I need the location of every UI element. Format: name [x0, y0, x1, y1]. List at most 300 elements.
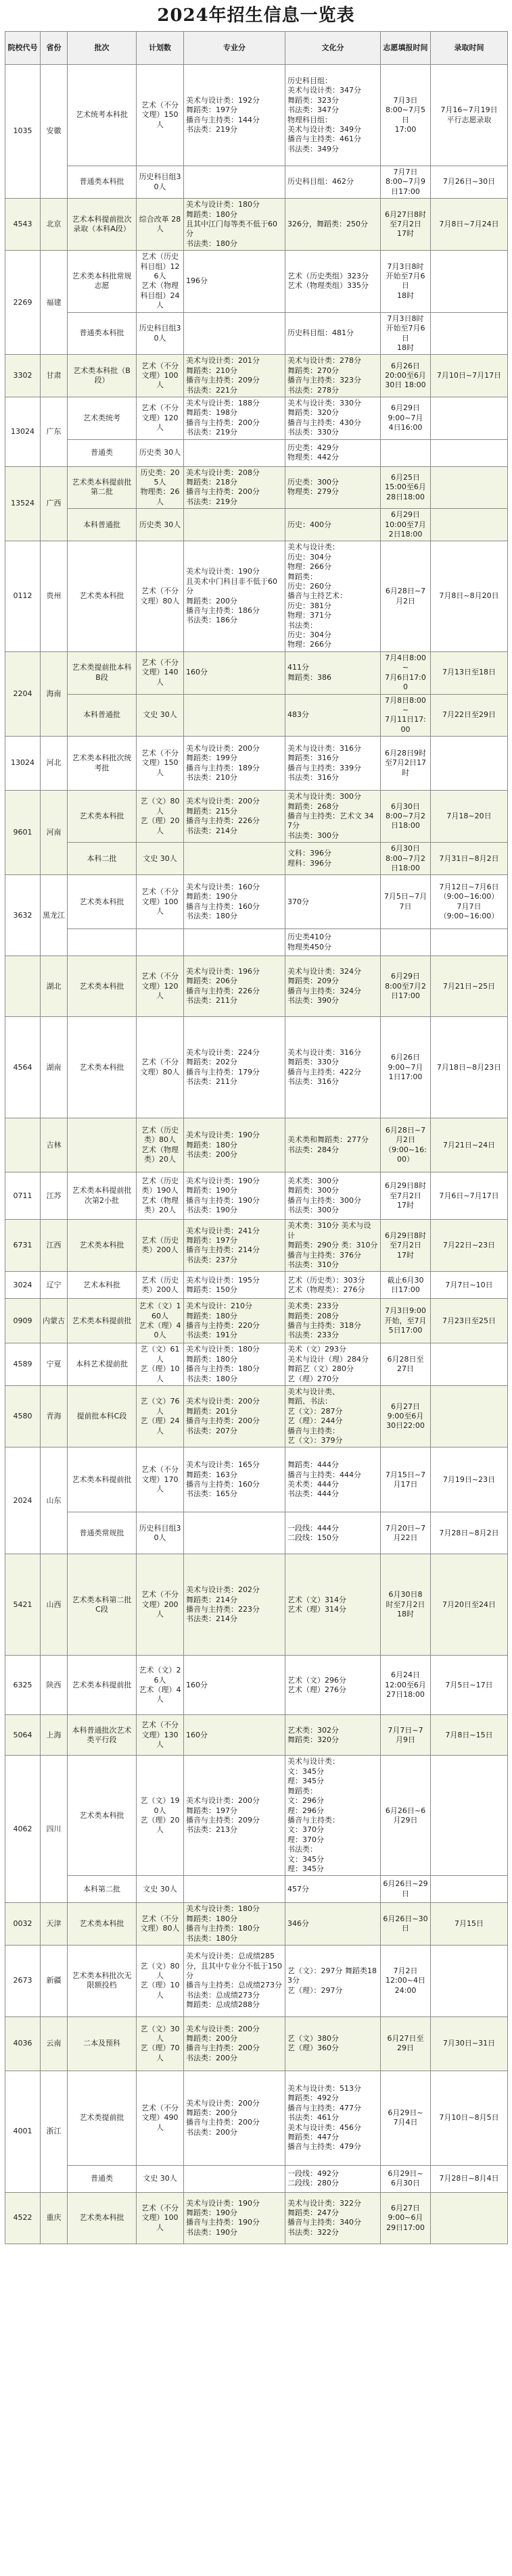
cell-culture-score: 历史类：300分 物理类：279分 [285, 466, 381, 509]
cell-culture-score: 艺术（历史类）：303分 艺术（物理类）：276分 [285, 1272, 381, 1299]
cell-school-code: 0711 [5, 1172, 41, 1220]
cell-apply-time: 6月30日 8:00~7月2 日18:00 [381, 791, 431, 843]
cell-province: 广东 [41, 397, 68, 466]
cell-apply-time: 6月29日8时 至7月2日 17时 [381, 1172, 431, 1220]
cell-admission-time: 7月21日~24日 [431, 1118, 508, 1172]
cell-major-score: 美术与设计类：195分 舞蹈类：150分 [184, 1272, 285, 1299]
cell-plan: 艺术（不分文理）140人 [137, 651, 184, 694]
cell-culture-score: 美术类：233分 舞蹈类：208分 播音与主持类：318分 书法类：233分 [285, 1299, 381, 1343]
cell-culture-score: 历史科目组： 美术与设计类：347分 舞蹈类：323分 书法类：347分 物理科目组： 美术与设计类：349分 播音与主持类：461分 书法类：349分 [285, 65, 381, 166]
cell-admission-time: 7月10日~8月5日 [431, 2071, 508, 2165]
cell-major-score: 美术与设计类：165分 舞蹈类：163分 播音与主持类：160分 书法类：165分 [184, 1447, 285, 1512]
cell-major-score: 美术与设计类：241分 舞蹈类：197分 播音与主持类：214分 书法类：237分 [184, 1220, 285, 1272]
cell-apply-time [381, 929, 431, 956]
cell-admission-time: 7月28日~8月2日 [431, 1512, 508, 1554]
cell-batch: 本科艺术提前批 [68, 1343, 137, 1386]
cell-province: 天津 [41, 1903, 68, 1946]
cell-major-score: 美术与设计类：190分 舞蹈类：190分 播音与主持类：190分 书法类：190分 [184, 2192, 285, 2244]
cell-admission-time [431, 312, 508, 355]
table-row [5, 355, 508, 397]
cell-batch: 艺术类统考 [68, 397, 137, 439]
cell-apply-time: 6月25日 15:00至6月 28日18:00 [381, 466, 431, 509]
cell-major-score: 美术与设计：210分 舞蹈类：180分 播音与主持类：220分 书法类：191分 [184, 1299, 285, 1343]
cell-culture-score: 370分 [285, 875, 381, 929]
cell-major-score: 美术与设计类：190分 且美术中门科目非不低于60分 舞蹈类：200分 播音与主持类：186分 书法类：186分 [184, 541, 285, 651]
cell-apply-time: 6月27日 9:00至6月 30日22:00 [381, 1386, 431, 1447]
cell-major-score: 美术与设计类：201分 舞蹈类：210分 播音与主持类：209分 书法类：221分 [184, 355, 285, 397]
cell-batch: 本科第二批 [68, 1876, 137, 1903]
cell-major-score: 美术与设计类：208分 舞蹈类：218分 播音与主持类：200分 书法类：219分 [184, 466, 285, 509]
cell-batch: 提前批本科C段 [68, 1386, 137, 1447]
cell-admission-time: 7月26日~30日 [431, 166, 508, 199]
cell-plan: 艺术（不分文理）80人 [137, 541, 184, 651]
table-row [5, 737, 508, 791]
cell-plan: 历史科目组30人 [137, 1512, 184, 1554]
cell-admission-time: 7月10日~7月17日 [431, 355, 508, 397]
cell-batch [68, 1118, 137, 1172]
table-row [5, 1756, 508, 1876]
cell-batch: 普通类本科批 [68, 166, 137, 199]
cell-apply-time: 6月28日9时 至7月2日17 时 [381, 737, 431, 791]
cell-culture-score: 历史科目组：462分 [285, 166, 381, 199]
cell-apply-time: 6月29日 9:00~7月 4日16:00 [381, 397, 431, 439]
cell-plan: 文史 30人 [137, 694, 184, 737]
cell-apply-time: 7月4日8:00~ 7月6日17:00 [381, 651, 431, 694]
cell-batch: 艺术类本科提前批 [68, 1447, 137, 1512]
cell-admission-time [431, 1343, 508, 1386]
cell-apply-time: 6月29日~ 7月4日 [381, 2071, 431, 2165]
cell-plan: 艺术（历史科目组）126人 艺术（物理科目组）24人 [137, 251, 184, 312]
cell-culture-score: 文科：396分 理科：396分 [285, 843, 381, 875]
cell-major-score: 美术与设计类：188分 舞蹈类：198分 播音与主持类：200分 书法类：219分 [184, 397, 285, 439]
cell-plan: 艺（文）190人 艺（理）20人 [137, 1756, 184, 1876]
cell-batch: 艺术统考本科批 [68, 65, 137, 166]
cell-school-code [5, 1118, 41, 1172]
cell-major-score: 美术与设计类：总成绩285分，且其中专业分不低于150分 播音与主持类：总成绩273分 书法类：总成绩273分 舞蹈类：总成绩288分 [184, 1945, 285, 2016]
cell-major-score: 美术与设计类：192分 舞蹈类：197分 播音与主持类：144分 书法类：219分 [184, 65, 285, 166]
cell-apply-time: 7月20日~7 月22日 [381, 1512, 431, 1554]
cell-admission-time: 7月21日~25日 [431, 956, 508, 1017]
cell-batch: 本科普通批 [68, 694, 137, 737]
cell-province: 内蒙古 [41, 1299, 68, 1343]
cell-batch: 普通类 [68, 2165, 137, 2192]
cell-plan: 艺术（不分文理）100人 [137, 875, 184, 929]
cell-major-score: 美术与设计类：200分 舞蹈类：200分 播音与主持类：200分 书法类：200分 [184, 2071, 285, 2165]
cell-admission-time: 7月16~7月19日 平行志愿录取 [431, 65, 508, 166]
cell-admission-time [431, 737, 508, 791]
cell-major-score: 美术与设计类：196分 舞蹈类：206分 播音与主持类：226分 书法类：211分 [184, 956, 285, 1017]
table-row [5, 875, 508, 929]
table-row [5, 397, 508, 439]
cell-culture-score: 483分 [285, 694, 381, 737]
cell-admission-time: 7月22日~23日 [431, 1220, 508, 1272]
cell-culture-score: 411分 舞蹈类：386 [285, 651, 381, 694]
cell-plan: 艺术（不分文理）150人 [137, 65, 184, 166]
cell-culture-score: 艺术（历史类组）323分 艺术（物理类组）335分 [285, 251, 381, 312]
cell-major-score: 美术与设计类：190分 舞蹈类：180分 书法类：200分 [184, 1118, 285, 1172]
cell-apply-time: 6月26日~29 日 [381, 1876, 431, 1903]
cell-apply-time: 7月5日~7月7日 [381, 875, 431, 929]
cell-school-code: 4062 [5, 1756, 41, 1903]
cell-school-code: 4543 [5, 199, 41, 251]
cell-apply-time: 6月29日~ 6月30日 [381, 2165, 431, 2192]
cell-batch [68, 929, 137, 956]
cell-batch: 艺术类本科提前批 [68, 1656, 137, 1715]
table-row [5, 1945, 508, 2016]
cell-province: 江西 [41, 1220, 68, 1272]
cell-batch: 艺术类本科批 [68, 956, 137, 1017]
cell-admission-time: 7月31日~8月2日 [431, 843, 508, 875]
cell-plan: 历史类 30人 [137, 509, 184, 541]
cell-admission-time: 7月18日~8月23日 [431, 1017, 508, 1118]
cell-school-code: 2204 [5, 651, 41, 736]
header-admission-time: 录取时间 [431, 32, 508, 65]
table-body [5, 65, 508, 2244]
cell-province: 湖南 [41, 1017, 68, 1118]
cell-admission-time [431, 1756, 508, 1876]
cell-admission-time: 7月20日至24日 [431, 1554, 508, 1656]
cell-plan: 艺术（历史类）200人 [137, 1220, 184, 1272]
cell-plan: 艺术（不分文理）80人 [137, 1017, 184, 1118]
table-row [5, 2192, 508, 2244]
table-row [5, 1512, 508, 1554]
cell-province: 安徽 [41, 65, 68, 199]
cell-admission-time [431, 397, 508, 439]
table-row [5, 791, 508, 843]
cell-school-code: 5421 [5, 1554, 41, 1656]
cell-province: 福建 [41, 251, 68, 355]
cell-province: 陕西 [41, 1656, 68, 1715]
cell-major-score: 美术与设计类：200分 舞蹈类：215分 播音与主持类：226分 书法类：214分 [184, 791, 285, 843]
cell-apply-time: 7月3日 8:00~7月5日 17:00 [381, 65, 431, 166]
cell-province: 辽宁 [41, 1272, 68, 1299]
cell-culture-score: 艺（文）380分 艺（理）360分 [285, 2016, 381, 2071]
cell-province: 重庆 [41, 2192, 68, 2244]
cell-major-score: 美术与设计类：180分 舞蹈类：180分 且其中江门每等类不低于60分 书法类：180分 [184, 199, 285, 251]
cell-admission-time: 7月23日至25日 [431, 1299, 508, 1343]
table-row [5, 65, 508, 166]
table-row [5, 1220, 508, 1272]
cell-province: 上海 [41, 1715, 68, 1756]
cell-major-score: 160分 [184, 1715, 285, 1756]
cell-culture-score: 美术与设计类： 文：345分 理：345分 舞蹈类： 文：296分 理：296分 播音与主持类： 文：370分 理：370分 书法类： 文：345分 理：345分 [285, 1756, 381, 1876]
cell-apply-time: 6月24日 12:00至6月 27日18:00 [381, 1656, 431, 1715]
cell-school-code: 2024 [5, 1447, 41, 1554]
cell-apply-time: 6月30日 8:00~7月2 日18:00 [381, 843, 431, 875]
cell-plan: 艺术（不分文理）490人 [137, 2071, 184, 2165]
table-row [5, 694, 508, 737]
cell-culture-score: 326分，舞蹈类：250分 [285, 199, 381, 251]
cell-apply-time: 6月26日~6月29日 [381, 1756, 431, 1876]
cell-admission-time: 7月12日~7月6日 （9:00~16:00） 7月7日 （9:00~16:00） [431, 875, 508, 929]
cell-plan: 艺（文）80人 艺（理）20人 [137, 791, 184, 843]
cell-apply-time: 6月29日 8:00至7月2 日17:00 [381, 956, 431, 1017]
header-batch: 批次 [68, 32, 137, 65]
cell-major-score [184, 439, 285, 466]
table-row [5, 1299, 508, 1343]
cell-batch: 普通类本科批 [68, 312, 137, 355]
cell-admission-time [431, 509, 508, 541]
cell-major-score [184, 2165, 285, 2192]
cell-batch: 本科普通批 [68, 509, 137, 541]
cell-apply-time: 7月2日 12:00~4日 24:00 [381, 1945, 431, 2016]
cell-major-score: 美术与设计类：224分 舞蹈类：202分 播音与主持类：179分 书法类：211分 [184, 1017, 285, 1118]
cell-apply-time [381, 439, 431, 466]
cell-admission-time [431, 439, 508, 466]
cell-school-code: 6325 [5, 1656, 41, 1715]
cell-batch: 艺术类本科批 [68, 791, 137, 843]
header-code: 院校代号 [5, 32, 41, 65]
cell-major-score: 美术与设计类：200分 舞蹈类：200分 播音与主持类：200分 书法类：200分 [184, 2016, 285, 2071]
cell-batch: 艺术类本科批 [68, 2192, 137, 2244]
table-row [5, 1343, 508, 1386]
cell-province: 浙江 [41, 2071, 68, 2192]
cell-culture-score: 历史：400分 [285, 509, 381, 541]
cell-admission-time: 7月5日~17日 [431, 1656, 508, 1715]
cell-major-score: 美术与设计类：200分 舞蹈类：197分 播音与主持类：209分 书法类：213分 [184, 1756, 285, 1876]
table-row [5, 166, 508, 199]
cell-admission-time: 7月8日~8月20日 [431, 541, 508, 651]
cell-admission-time: 7月19日~23日 [431, 1447, 508, 1512]
cell-plan: 文史 30人 [137, 2165, 184, 2192]
cell-culture-score: 舞蹈类：444分 播音与主持类：444分 美术类：444分 书法类：444分 [285, 1447, 381, 1512]
cell-batch: 艺术类本科批 [68, 1017, 137, 1118]
cell-plan: 艺（文）30人 艺（理）70人 [137, 2016, 184, 2071]
cell-school-code: 9601 [5, 791, 41, 875]
cell-culture-score: 美术与设计类：324分 舞蹈类：209分 播音与主持类：324分 书法类：390分 [285, 956, 381, 1017]
cell-plan: 艺术（不分文理）150人 [137, 737, 184, 791]
cell-apply-time: 7月3日8时 开始至7月6日 18时 [381, 312, 431, 355]
cell-province: 河北 [41, 737, 68, 791]
cell-major-score: 美术与设计类：200分 舞蹈类：199分 播音与主持类：189分 书法类：210分 [184, 737, 285, 791]
table-row [5, 1876, 508, 1903]
cell-school-code: 2269 [5, 251, 41, 355]
cell-culture-score: 历史科目组：481分 [285, 312, 381, 355]
cell-plan: 艺术（历史类）200人 [137, 1272, 184, 1299]
header-province: 省份 [41, 32, 68, 65]
cell-apply-time: 6月28日~7月2日 [381, 541, 431, 651]
cell-culture-score: 美术与设计类：316分 舞蹈类：330分 播音与主持类：422分 书法类：316分 [285, 1017, 381, 1118]
cell-batch: 艺术类本科批 [68, 875, 137, 929]
cell-culture-score: 美术与设计类：513分 舞蹈类：492分 播音与主持类：477分 书法类：461分 美术与设计类：456分 舞蹈类：447分 播音与主持类：479分 [285, 2071, 381, 2165]
cell-school-code: 5064 [5, 1715, 41, 1756]
cell-school-code: 4589 [5, 1343, 41, 1386]
cell-apply-time: 6月28日~7月2日 （9:00~16:00） [381, 1118, 431, 1172]
table-row [5, 651, 508, 694]
cell-plan: 艺（文）80人 艺（理）10人 [137, 1945, 184, 2016]
cell-major-score: 160分 [184, 1656, 285, 1715]
cell-school-code: 0112 [5, 541, 41, 651]
cell-admission-time: 7月13日至18日 [431, 651, 508, 694]
cell-plan: 艺（文）76人 艺（理）24人 [137, 1386, 184, 1447]
cell-major-score: 美术与设计类：200分 舞蹈类：201分 播音与主持类：200分 书法类：207分 [184, 1386, 285, 1447]
cell-plan: 文史 30人 [137, 843, 184, 875]
cell-major-score [184, 1876, 285, 1903]
cell-major-score [184, 929, 285, 956]
cell-culture-score: 346分 [285, 1903, 381, 1946]
cell-school-code: 13524 [5, 466, 41, 541]
cell-plan: 艺术（不分文理）80人 [137, 1903, 184, 1946]
cell-major-score: 美术与设计类：160分 舞蹈类：190分 播音与主持类：160分 书法类：180分 [184, 875, 285, 929]
cell-admission-time: 7月30日~31日 [431, 2016, 508, 2071]
table-row [5, 843, 508, 875]
cell-admission-time [431, 466, 508, 509]
cell-culture-score: 历史类410分 物理类450分 [285, 929, 381, 956]
cell-major-score [184, 166, 285, 199]
cell-admission-time: 7月7日~10日 [431, 1272, 508, 1299]
cell-school-code: 4001 [5, 2071, 41, 2192]
cell-culture-score: 美术与设计类：322分 舞蹈类：247分 播音与主持类：340分 书法类：322分 [285, 2192, 381, 2244]
cell-apply-time: 7月15日~7 月17日 [381, 1447, 431, 1512]
header-plan: 计划数 [137, 32, 184, 65]
cell-culture-score: 美术与设计类： 历史：304分 物理：266分 舞蹈类： 历史：260分 播音与主持艺术： 历史：381分 物理：371分 书法类： 历史：304分 物理：266分 [285, 541, 381, 651]
cell-plan: 艺术（不分文理）120人 [137, 956, 184, 1017]
cell-province: 山东 [41, 1447, 68, 1554]
table-row [5, 541, 508, 651]
cell-plan: 艺术（文）26人 艺术（理）4人 [137, 1656, 184, 1715]
cell-admission-time [431, 1386, 508, 1447]
cell-admission-time [431, 2192, 508, 2244]
cell-admission-time [431, 929, 508, 956]
cell-batch: 艺术类本科批 [68, 1903, 137, 1946]
header-major-score: 专业分 [184, 32, 285, 65]
cell-apply-time: 7月7日~7 月9日 [381, 1715, 431, 1756]
cell-admission-time: 7月8日~7月24日 [431, 199, 508, 251]
cell-batch: 艺术类本科第二批C段 [68, 1554, 137, 1656]
cell-culture-score: 艺术类：302分 舞蹈类：320分 [285, 1715, 381, 1756]
cell-apply-time: 7月3日8时 开始至7月6日 18时 [381, 251, 431, 312]
cell-major-score: 美术与设计类：202分 舞蹈类：214分 播音与主持类：223分 书法类：214分 [184, 1554, 285, 1656]
cell-province: 山西 [41, 1554, 68, 1656]
cell-admission-time: 7月22日至29日 [431, 694, 508, 737]
table-row [5, 956, 508, 1017]
cell-batch: 艺术类提前批 [68, 2071, 137, 2165]
cell-culture-score: 艺（文）：297分 舞蹈类183分 艺（理）：297分 [285, 1945, 381, 2016]
cell-province: 江苏 [41, 1172, 68, 1220]
table-row [5, 1903, 508, 1946]
table-row [5, 251, 508, 312]
cell-province: 宁夏 [41, 1343, 68, 1386]
cell-plan: 历史科目组30人 [137, 312, 184, 355]
cell-admission-time: 7月28日~8月4日 [431, 2165, 508, 2192]
cell-province: 黑龙江 [41, 875, 68, 956]
cell-culture-score: 一段线：492分 二段线：280分 [285, 2165, 381, 2192]
table-row [5, 439, 508, 466]
cell-plan [137, 929, 184, 956]
cell-school-code: 3302 [5, 355, 41, 397]
cell-school-code: 4036 [5, 2016, 41, 2071]
cell-plan: 艺术（历史类）190人 艺术（物理类）20人 [137, 1172, 184, 1220]
cell-major-score: 美术与设计类：180分 舞蹈类：180分 播音与主持类：180分 书法类：180分 [184, 1903, 285, 1946]
cell-culture-score: 美术与设计类：300分 舞蹈类：268分 播音与主持类：艺术文 347分 书法类：300分 [285, 791, 381, 843]
cell-apply-time: 6月26日 9:00~7月 1日17:00 [381, 1017, 431, 1118]
table-row [5, 1656, 508, 1715]
cell-batch: 艺术类本科批 [68, 1220, 137, 1272]
cell-apply-time: 6月28日至 27日 [381, 1343, 431, 1386]
cell-school-code: 0909 [5, 1299, 41, 1343]
cell-batch: 艺术类本科批次统考批 [68, 737, 137, 791]
table-row [5, 312, 508, 355]
cell-major-score: 美术与设计类：190分 舞蹈类：190分 播音与主持类：190分 书法类：190分 [184, 1172, 285, 1220]
header-row [5, 32, 508, 65]
cell-province: 河南 [41, 791, 68, 875]
cell-major-score: 160分 [184, 651, 285, 694]
cell-apply-time: 6月27日 9:00~6月 29日17:00 [381, 2192, 431, 2244]
table-row [5, 509, 508, 541]
cell-province: 青海 [41, 1386, 68, 1447]
cell-culture-score: 美术与设计类：330分 舞蹈类：320分 播音与主持类：430分 书法类：330分 [285, 397, 381, 439]
cell-culture-score: 美术类：310分 美术与设计 舞蹈类：290分 类：310分 播音与主持类：376分 书法类：310分 [285, 1220, 381, 1272]
cell-batch: 艺术类本科批（B段） [68, 355, 137, 397]
cell-plan: 历史类 30人 [137, 439, 184, 466]
cell-culture-score: 美术与设计类：316分 舞蹈类：316分 播音与主持类：339分 书法类：316分 [285, 737, 381, 791]
cell-school-code [5, 956, 41, 1017]
cell-province: 广西 [41, 466, 68, 541]
cell-admission-time [431, 1876, 508, 1903]
table-row [5, 466, 508, 509]
cell-province: 新疆 [41, 1945, 68, 2016]
table-row [5, 1118, 508, 1172]
cell-plan: 艺（文）61人 艺（理）10人 [137, 1343, 184, 1386]
cell-province: 四川 [41, 1756, 68, 1903]
cell-batch: 普通类 [68, 439, 137, 466]
cell-school-code: 4580 [5, 1386, 41, 1447]
cell-major-score: 196分 [184, 251, 285, 312]
cell-province: 贵州 [41, 541, 68, 651]
table-row [5, 1172, 508, 1220]
cell-batch: 艺术本科批 [68, 1272, 137, 1299]
cell-batch: 二本及预科 [68, 2016, 137, 2071]
cell-batch: 本科二批 [68, 843, 137, 875]
cell-batch: 艺术类本科提前批第二批 [68, 466, 137, 509]
cell-school-code: 3024 [5, 1272, 41, 1299]
cell-batch: 本科普通批次艺术类平行段 [68, 1715, 137, 1756]
cell-plan: 历史科目组30人 [137, 166, 184, 199]
cell-culture-score: 美术类和舞蹈类：277分 书法类：284分 [285, 1118, 381, 1172]
cell-major-score: 美术与设计类：180分 舞蹈类：180分 播音与主持类：180分 书法类：180分 [184, 1343, 285, 1386]
cell-apply-time: 6月29日8时 至7月2日 17时 [381, 1220, 431, 1272]
cell-apply-time: 7月7日 8:00~7月9日17:00 [381, 166, 431, 199]
cell-school-code: 2673 [5, 1945, 41, 2016]
header-apply-time: 志愿填报时间 [381, 32, 431, 65]
table-row [5, 1386, 508, 1447]
admission-table [5, 31, 508, 2244]
cell-batch: 艺术类本科提前批 [68, 1299, 137, 1343]
cell-culture-score: 457分 [285, 1876, 381, 1903]
cell-plan: 艺术（不分文理）200人 [137, 1554, 184, 1656]
table-row [5, 199, 508, 251]
cell-plan: 艺术（历史类）80人 艺术（物理类）20人 [137, 1118, 184, 1172]
cell-batch: 艺术类本科提前批次第2小批 [68, 1172, 137, 1220]
cell-province: 湖北 [41, 956, 68, 1017]
cell-province: 海南 [41, 651, 68, 736]
cell-school-code: 3632 [5, 875, 41, 956]
cell-plan: 艺术（不分文理）120人 [137, 397, 184, 439]
cell-apply-time: 6月29日 10:00至7月 2日18:00 [381, 509, 431, 541]
cell-admission-time: 7月15日 [431, 1903, 508, 1946]
cell-culture-score: 艺术（文）296分 艺术（理）276分 [285, 1656, 381, 1715]
cell-batch: 艺术本科提前批次录取（本科A段） [68, 199, 137, 251]
cell-culture-score: 美术与设计类、 舞蹈、书法： 艺（文）：287分 艺（理）：244分 播音与主持类： 艺（文）：379分 [285, 1386, 381, 1447]
cell-apply-time: 7月3日9:00 开始，至7月 5日17:00 [381, 1299, 431, 1343]
cell-province: 吉林 [41, 1118, 68, 1172]
cell-province: 北京 [41, 199, 68, 251]
cell-admission-time: 7月18~20日 [431, 791, 508, 843]
cell-plan: 艺术（不分文理）130人 [137, 1715, 184, 1756]
cell-apply-time: 6月26日 20:00至6月 30日 18:00 [381, 355, 431, 397]
cell-admission-time [431, 1945, 508, 2016]
cell-apply-time: 6月27日至 29日 [381, 2016, 431, 2071]
